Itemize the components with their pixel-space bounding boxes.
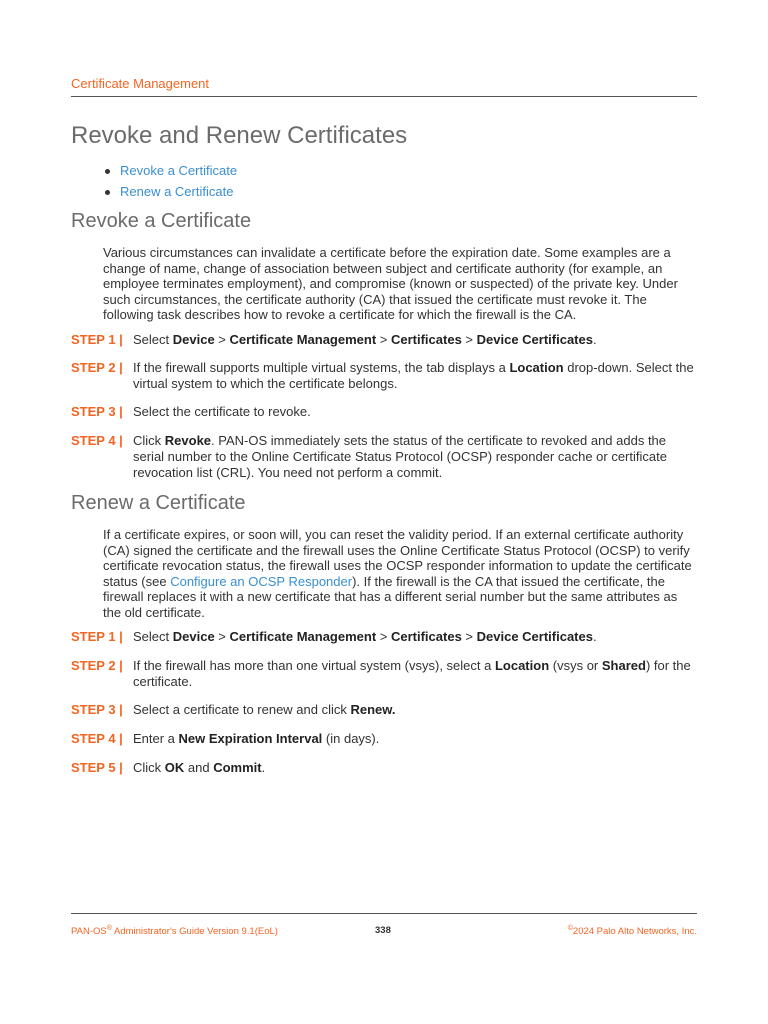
page-number: 338 <box>375 925 391 936</box>
header-divider <box>71 96 697 97</box>
step-text: Enter a New Expiration Interval (in days). <box>133 731 380 746</box>
ocsp-responder-link[interactable]: Configure an OCSP Responder <box>170 573 353 589</box>
revoke-step-1 <box>71 332 697 348</box>
renew-step-1 <box>71 629 697 645</box>
step-text: If the firewall has more than one virtual system (vsys), select a Location (vsys or Shared) for the certificate. <box>133 658 691 689</box>
step-text: Select Device > Certificate Management > Certificates > Device Certificates. <box>133 629 597 644</box>
footer-guide-title: PAN-OS® Administrator's Guide Version 9.1(EoL) <box>71 925 278 938</box>
revoke-step-2 <box>71 360 697 392</box>
footer-copyright: ©2024 Palo Alto Networks, Inc. <box>567 925 697 938</box>
toc-list <box>71 160 237 202</box>
toc-link-renew[interactable]: Renew a Certificate <box>71 181 237 202</box>
page-title: Revoke and Renew Certificates <box>71 122 408 149</box>
renew-step-4 <box>71 731 697 747</box>
revoke-heading: Revoke a Certificate <box>71 210 252 232</box>
section-header: Certificate Management <box>71 76 210 91</box>
step-label: STEP 1 | <box>71 332 123 347</box>
step-text: Select a certificate to renew and click Renew. <box>133 702 396 717</box>
step-text: Select Device > Certificate Management > Certificates > Device Certificates. <box>133 332 597 347</box>
renew-heading: Renew a Certificate <box>71 492 246 514</box>
step-label: STEP 2 | <box>71 658 123 673</box>
step-label: STEP 3 | <box>71 702 123 717</box>
step-text: Click Revoke. PAN-OS immediately sets the status of the certificate to revoked and adds the serial number to the Online Certificate Status Protocol (OCSP) responder cache or certificate revocation list (CRL). You need not perform a commit. <box>133 433 667 480</box>
step-label: STEP 4 | <box>71 731 123 746</box>
step-label: STEP 1 | <box>71 629 123 644</box>
step-label: STEP 2 | <box>71 360 123 375</box>
footer-divider <box>71 913 697 914</box>
renew-step-5 <box>71 760 697 776</box>
step-label: STEP 5 | <box>71 760 123 775</box>
renew-step-3 <box>71 702 697 718</box>
revoke-step-4 <box>71 433 697 481</box>
step-label: STEP 3 | <box>71 404 123 419</box>
step-text: Click OK and Commit. <box>133 760 266 775</box>
step-text: Select the certificate to revoke. <box>133 404 311 419</box>
step-label: STEP 4 | <box>71 433 123 448</box>
renew-step-2 <box>71 658 697 690</box>
revoke-intro: Various circumstances can invalidate a certificate before the expiration date. Some examples are a change of name, change of association between subject and certificate authority (for example, an employee terminates employment), and compromise (known or suspected) of the private key. Under such circumstances, the certificate authority (CA) that issued the certificate must revoke it. The following task describes how to revoke a certificate for which the firewall is the CA. <box>103 245 678 322</box>
step-text: If the firewall supports multiple virtual systems, the tab displays a Location drop-down. Select the virtual system to which the certificate belongs. <box>133 360 694 391</box>
toc-link-revoke[interactable]: Revoke a Certificate <box>71 160 237 181</box>
revoke-step-3 <box>71 404 697 420</box>
renew-intro: If a certificate expires, or soon will, you can reset the validity period. If an external certificate authority (CA) signed the certificate and the firewall uses the Online Certificate Status Protocol (OCSP) to verify certificate revocation status, the firewall uses the OCSP responder information to update the certificate status (see Configure an OCSP Responder). If the firewall is the CA that issued the certificate, the firewall replaces it with a new certificate that has a different serial number but the same attributes as the old certificate. <box>103 527 692 620</box>
